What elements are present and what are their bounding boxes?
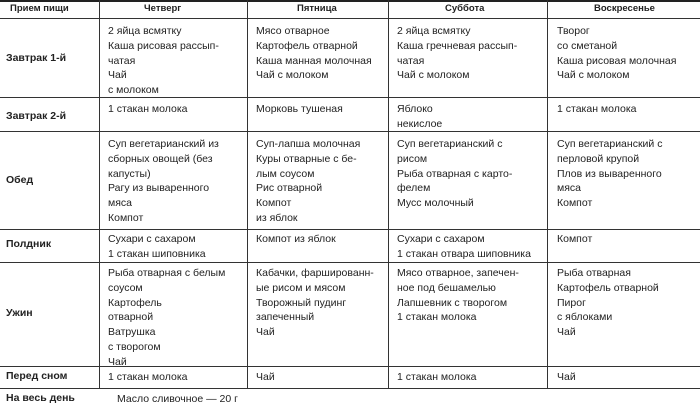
column-divider xyxy=(247,0,248,388)
header-meal: Прием пищи xyxy=(10,3,69,14)
cell-friday: Морковь тушеная xyxy=(256,103,343,115)
cell-friday: Мясо отварное Картофель отварной Каша манная молочная Чай с молоком xyxy=(256,25,372,82)
row-divider xyxy=(0,97,700,98)
meal-label: Обед xyxy=(6,174,34,186)
column-divider xyxy=(388,0,389,388)
row-divider xyxy=(0,388,700,389)
header-divider xyxy=(0,18,700,19)
cell-saturday: Суп вегетарианский с рисом Рыба отварная с карто- фелем Мусс молочный xyxy=(397,138,513,210)
row-divider xyxy=(0,131,700,132)
cell-saturday: 1 стакан молока xyxy=(397,371,477,383)
cell-friday: Компот из яблок xyxy=(256,233,336,245)
cell-sunday: Чай xyxy=(557,371,576,383)
cell-sunday: Творог со сметаной Каша рисовая молочная Чай с молоком xyxy=(557,25,677,82)
cell-sunday: Рыба отварная Картофель отварной Пирог с яблоками Чай xyxy=(557,267,659,339)
meal-label: Перед сном xyxy=(6,370,68,382)
column-divider xyxy=(99,0,100,388)
row-divider xyxy=(0,262,700,263)
cell-saturday: Мясо отварное, запечен- ное под бешамелью Лапшевник с творогом 1 стакан молока xyxy=(397,267,519,324)
row-divider xyxy=(0,366,700,367)
cell-saturday: Сухари с сахаром 1 стакан отвара шиповника xyxy=(397,233,531,260)
table-top-border xyxy=(0,0,700,2)
cell-thursday: Сухари с сахаром 1 стакан шиповника xyxy=(108,233,206,260)
cell-thursday: 1 стакан молока xyxy=(108,371,188,383)
meal-label: Полдник xyxy=(6,238,52,250)
cell-sunday: Компот xyxy=(557,233,593,245)
footer-label: На весь день xyxy=(6,392,75,404)
cell-thursday: 1 стакан молока xyxy=(108,103,188,115)
cell-saturday: Яблоко некислое xyxy=(397,103,443,130)
meal-label: Завтрак 2-й xyxy=(6,110,67,122)
cell-friday: Суп-лапша молочная Куры отварные с бе- лым соусом Рис отварной Компот из яблок xyxy=(256,138,361,224)
row-divider xyxy=(0,229,700,230)
cell-sunday: 1 стакан молока xyxy=(557,103,637,115)
cell-thursday: Рыба отварная с белым соусом Картофель отварной Ватрушка с творогом Чай xyxy=(108,267,226,368)
header-sunday: Воскресенье xyxy=(594,3,655,14)
cell-saturday: 2 яйца всмятку Каша гречневая рассып- чатая Чай с молоком xyxy=(397,25,518,82)
cell-friday: Чай xyxy=(256,371,275,383)
header-saturday: Суббота xyxy=(445,3,485,14)
header-friday: Пятница xyxy=(297,3,337,14)
header-thursday: Четверг xyxy=(144,3,182,14)
meal-label: Завтрак 1-й xyxy=(6,52,67,64)
cell-sunday: Суп вегетарианский с перловой крупой Плов из вываренного мяса Компот xyxy=(557,138,663,210)
cell-thursday: Суп вегетарианский из сборных овощей (без капусты) Рагу из вываренного мяса Компот xyxy=(108,138,219,224)
meal-label: Ужин xyxy=(6,307,33,319)
cell-friday: Кабачки, фаршированн- ые рисом и мясом Творожный пудинг запеченный Чай xyxy=(256,267,374,339)
column-divider xyxy=(547,0,548,388)
cell-thursday: 2 яйца всмятку Каша рисовая рассып- чатая Чай с молоком xyxy=(108,25,219,97)
footer-text: Масло сливочное — 20 г xyxy=(117,393,238,405)
